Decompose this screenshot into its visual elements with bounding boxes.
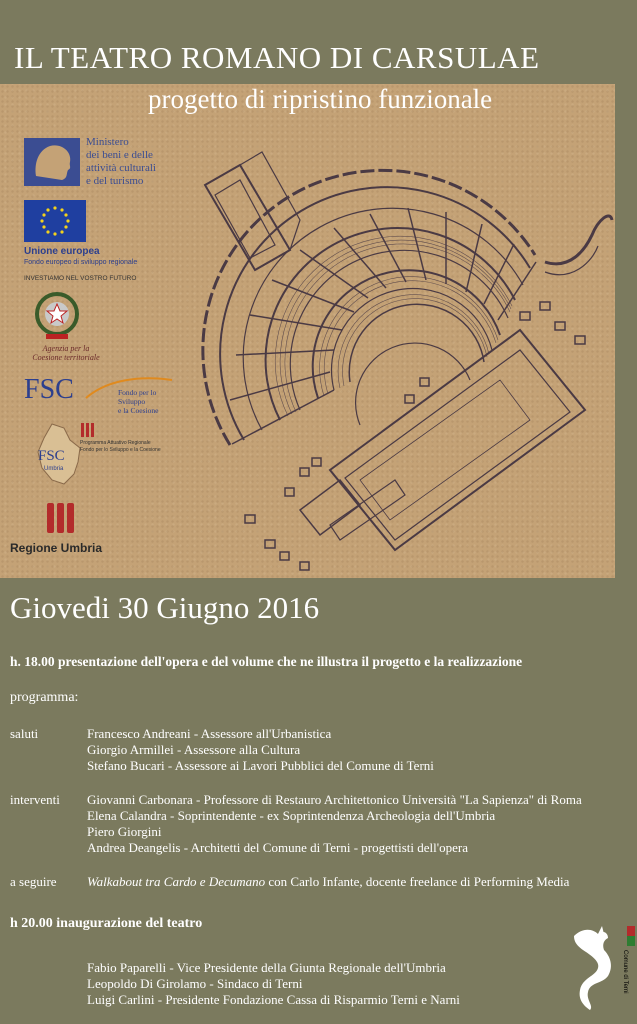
regione-umbria-name: Regione Umbria — [10, 541, 103, 555]
fsc-umbria-flag-icon — [80, 422, 94, 438]
saluti-line-2: Giorgio Armillei - Assessore alla Cultura — [87, 742, 301, 757]
interventi-line-4: Andrea Deangelis - Architetti del Comune di Terni - progettisti dell'opera — [87, 840, 468, 855]
comune-terni-dragon-icon — [568, 922, 624, 1012]
saluti-line-1: Francesco Andreani - Assessore all'Urbanistica — [87, 726, 332, 741]
saluti-line-3: Stefano Bucari - Assessore ai Lavori Pubblici del Comune di Terni — [87, 758, 434, 773]
walkabout-title: Walkabout tra Cardo e Decumano — [87, 874, 266, 889]
interventi-line-3: Piero Giorgini — [87, 824, 162, 839]
fsc-line-2: e la Coesione — [118, 406, 159, 415]
fsc-umbria-line-1: Programma Attuativo Regionale — [80, 440, 151, 446]
closing-line-1: Fabio Paparelli - Vice Presidente della Giunta Regionale dell'Umbria — [87, 960, 446, 975]
eu-logo — [24, 200, 184, 288]
eu-name: Unione europea — [24, 246, 100, 257]
fsc-line-1: Fondo per lo Sviluppo — [118, 388, 157, 406]
presentation-line: h. 18.00 presentazione dell'opera e del volume che ne illustra il progetto e la realizzazione — [10, 654, 523, 669]
event-date: Giovedi 30 Giugno 2016 — [10, 590, 320, 625]
closing-line-2: Leopoldo Di Girolamo - Sindaco di Terni — [87, 976, 303, 991]
eu-motto: INVESTIAMO NEL VOSTRO FUTURO — [24, 275, 137, 282]
regione-umbria-logo — [10, 499, 130, 561]
mibact-head-icon — [22, 136, 82, 188]
fsc-logo — [24, 374, 184, 418]
inauguration-line: h 20.00 inaugurazione del teatro — [10, 916, 203, 931]
fsc-umbria-region: Umbria — [44, 466, 64, 472]
mibact-line-1: Ministero — [86, 136, 129, 148]
illustration-panel — [0, 84, 615, 578]
a-seguire-text — [87, 874, 569, 890]
interventi-label: interventi — [10, 792, 60, 807]
eu-flag-icon — [24, 200, 86, 242]
program-label: programma: — [10, 690, 79, 705]
regione-umbria-emblem-icon — [40, 499, 80, 539]
interventi-line-1: Giovanni Carbonara - Professore di Restauro Architettonico Università "La Sapienza" di Roma — [87, 792, 582, 807]
agenzia-line-2: Coesione territoriale — [32, 353, 100, 362]
fsc-umbria-abbr: FSC — [38, 448, 65, 464]
mibact-line-2: dei beni e delle — [86, 149, 153, 161]
mibact-line-4: e del turismo — [86, 175, 144, 187]
poster-subtitle: progetto di ripristino funzionale — [148, 84, 493, 114]
mibact-logo — [22, 136, 182, 196]
saluti-label: saluti — [10, 726, 39, 741]
interventi-line-2: Elena Calandra - Soprintendente - ex Soprintendenza Archeologia dell'Umbria — [87, 808, 496, 823]
poster-title: IL TEATRO ROMANO DI CARSULAE — [14, 40, 540, 75]
comune-terni-label: Comune di Terni — [622, 950, 628, 994]
closing-line-3: Luigi Carlini - Presidente Fondazione Cassa di Risparmio Terni e Narni — [87, 992, 460, 1007]
comune-terni-flag-icon — [627, 926, 635, 946]
fsc-abbr: FSC — [24, 374, 74, 405]
walkabout-details: con Carlo Infante, docente freelance di Performing Media — [265, 874, 570, 889]
mibact-line-3: attività culturali — [86, 162, 156, 174]
agenzia-line-1: Agenzia per la — [42, 344, 90, 353]
agenzia-logo — [26, 290, 136, 370]
fsc-umbria-logo — [34, 422, 174, 492]
a-seguire-label: a seguire — [10, 874, 57, 889]
italian-emblem-icon — [32, 290, 82, 342]
fsc-umbria-line-2: Fondo per lo Sviluppo e la Coesione — [80, 447, 161, 453]
eu-fund: Fondo europeo di sviluppo regionale — [24, 259, 138, 266]
